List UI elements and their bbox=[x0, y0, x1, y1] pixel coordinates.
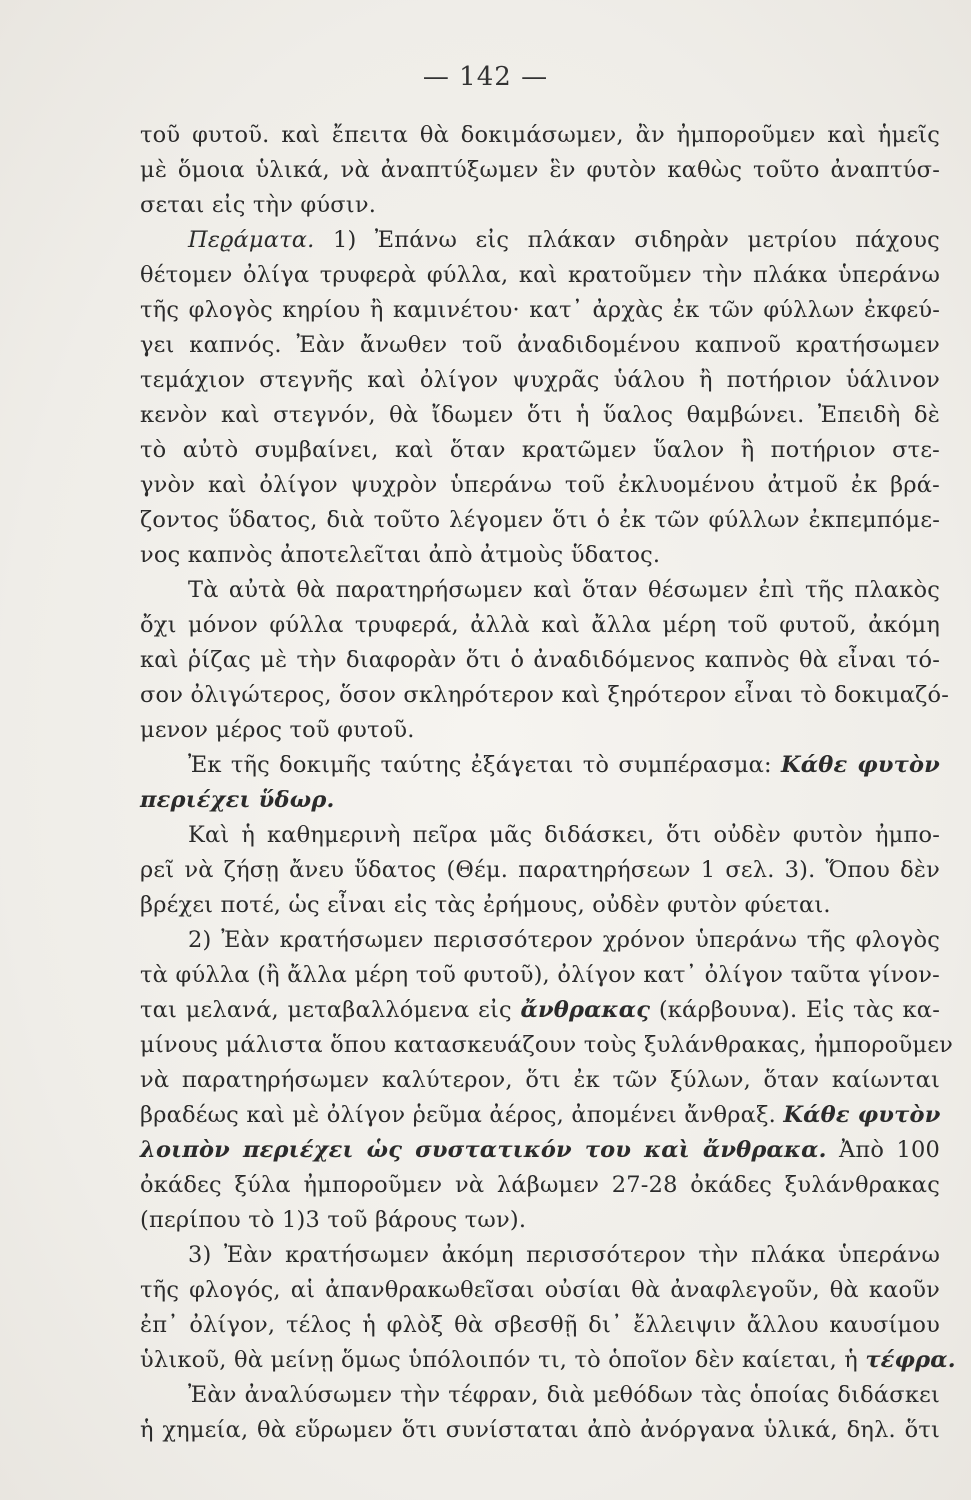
line-text: μενον μέρος τοῦ φυτοῦ. bbox=[140, 717, 415, 743]
line-text: Καὶ ἡ καθημερινὴ πεῖρα μᾶς διδάσκει, ὅτι οὐδὲν φυτὸν ἠμπο- bbox=[188, 822, 940, 848]
text-line bbox=[140, 503, 940, 538]
text-line bbox=[140, 748, 940, 783]
text-line bbox=[140, 398, 940, 433]
text-line bbox=[140, 888, 940, 923]
text-line bbox=[140, 468, 940, 503]
line-text: τεμάχιον στεγνῆς καὶ ὀλίγον ψυχρᾶς ὑάλου ἢ ποτήριον ὑάλινον bbox=[140, 367, 940, 393]
line-text: (περίπου τὸ 1)3 τοῦ βάρους των). bbox=[140, 1207, 527, 1233]
text-line bbox=[140, 958, 940, 993]
text-line bbox=[140, 1168, 940, 1203]
text-line bbox=[140, 1378, 940, 1413]
text-line bbox=[140, 1063, 940, 1098]
text-line bbox=[140, 188, 940, 223]
line-text: ζοντος ὕδατος, διὰ τοῦτο λέγομεν ὅτι ὁ ἐκ τῶν φύλλων ἐκπεμπόμε- bbox=[140, 507, 940, 533]
text-line bbox=[140, 818, 940, 853]
emphasis-text: τέφρα. bbox=[865, 1347, 956, 1373]
line-text: τὸ αὐτὸ συμβαίνει, καὶ ὅταν κρατῶμεν ὕαλον ἢ ποτήριον στε- bbox=[140, 437, 940, 463]
text-line bbox=[140, 923, 940, 958]
line-text: ται μελανά, μεταβαλλόμενα εἰς bbox=[140, 997, 512, 1023]
line-text: ἡ χημεία, θὰ εὕρωμεν ὅτι συνίσταται ἀπὸ ἀνόργανα ὑλικά, δηλ. ὅτι bbox=[140, 1417, 940, 1443]
line-text: μίνους μάλιστα ὅπου κατασκευάζουν τοὺς ξυλάνθρακας, ἠμποροῦμεν bbox=[140, 1032, 953, 1058]
text-line bbox=[140, 293, 940, 328]
line-text: καὶ ῥίζας μὲ τὴν διαφορὰν ὅτι ὁ ἀναδιδόμενος καπνὸς θὰ εἶναι τό- bbox=[140, 647, 940, 673]
line-text: μὲ ὅμοια ὑλικά, νὰ ἀναπτύξωμεν ἓν φυτὸν καθὼς τοῦτο ἀναπτύσ- bbox=[140, 157, 940, 183]
emphasis-text: Κάθε φυτὸν bbox=[783, 1102, 941, 1128]
line-text: 1) Ἐπάνω εἰς πλάκαν σιδηρὰν μετρίου πάχους bbox=[332, 227, 940, 253]
line-text: ὀκάδες ξύλα ἠμποροῦμεν νὰ λάβωμεν 27-28 ὀκάδες ξυλάνθρακας bbox=[140, 1172, 940, 1198]
line-text: ὄχι μόνον φύλλα τρυφερά, ἀλλὰ καὶ ἄλλα μέρη τοῦ φυτοῦ, ἀκόμη bbox=[140, 612, 940, 638]
text-line bbox=[140, 538, 940, 573]
text-line bbox=[140, 1098, 940, 1133]
page-number: — 142 — bbox=[422, 62, 549, 92]
line-text: Τὰ αὐτὰ θὰ παρατηρήσωμεν καὶ ὅταν θέσωμεν ἐπὶ τῆς πλακὸς bbox=[188, 577, 940, 603]
text-line bbox=[140, 1133, 940, 1168]
text-line bbox=[140, 853, 940, 888]
line-text: βραδέως καὶ μὲ ὀλίγον ῥεῦμα ἀέρος, ἀπομένει ἄνθραξ. bbox=[140, 1102, 777, 1128]
text-line bbox=[140, 118, 940, 153]
line-text-after: (κάρβουνα). Εἰς τὰς κα- bbox=[658, 997, 940, 1023]
line-text-after: Ἀπὸ 100 bbox=[838, 1137, 940, 1163]
line-text: ρεῖ νὰ ζήσῃ ἄνευ ὕδατος (Θέμ. παρατηρήσεων 1 σελ. 3). Ὅπου δὲν bbox=[140, 857, 940, 883]
line-text: 3) Ἐὰν κρατήσωμεν ἀκόμη περισσότερον τὴν πλάκα ὑπεράνω bbox=[188, 1242, 940, 1268]
line-text: βρέχει ποτέ, ὡς εἶναι εἰς τὰς ἐρήμους, οὐδὲν φυτὸν φύεται. bbox=[140, 892, 831, 918]
text-line bbox=[140, 1203, 940, 1238]
line-text: κενὸν καὶ στεγνόν, θὰ ἴδωμεν ὅτι ἡ ὕαλος θαμβώνει. Ἐπειδὴ δὲ bbox=[140, 402, 940, 428]
line-text: 2) Ἐὰν κρατήσωμεν περισσότερον χρόνον ὑπεράνω τῆς φλογὸς bbox=[188, 927, 940, 953]
line-text: τὰ φύλλα (ἢ ἄλλα μέρη τοῦ φυτοῦ), ὀλίγον κατ᾽ ὀλίγον ταῦτα γίνον- bbox=[140, 962, 940, 988]
text-line bbox=[140, 1343, 956, 1378]
line-text: σον ὀλιγώτερος, ὅσον σκληρότερον καὶ ξηρότερον εἶναι τὸ δοκιμαζό- bbox=[140, 682, 950, 708]
line-text: τοῦ φυτοῦ. καὶ ἔπειτα θὰ δοκιμάσωμεν, ἂν ἠμποροῦμεν καὶ ἡμεῖς bbox=[140, 122, 940, 148]
text-line bbox=[140, 678, 950, 713]
line-text: νὰ παρατηρήσωμεν καλύτερον, ὅτι ἐκ τῶν ξύλων, ὅταν καίωνται bbox=[140, 1067, 940, 1093]
line-text: Ἐκ τῆς δοκιμῆς ταύτης ἐξάγεται τὸ συμπέρασμα: bbox=[188, 752, 772, 778]
body-text bbox=[140, 118, 956, 1448]
text-line bbox=[140, 1028, 953, 1063]
emphasis-text: Κάθε φυτὸν bbox=[781, 752, 940, 778]
text-line bbox=[140, 363, 940, 398]
text-line bbox=[140, 1413, 940, 1448]
text-line bbox=[140, 573, 940, 608]
text-line bbox=[140, 153, 940, 188]
line-text: ἐπ᾽ ὀλίγον, τέλος ἡ φλὸξ θὰ σβεσθῇ δι᾽ ἔλλειψιν ἄλλου καυσίμου bbox=[140, 1312, 940, 1338]
line-text: γει καπνός. Ἐὰν ἄνωθεν τοῦ ἀναδιδομένου καπνοῦ κρατήσωμεν bbox=[140, 332, 940, 358]
text-line bbox=[140, 713, 940, 748]
text-line bbox=[140, 223, 940, 258]
emphasis-text: λοιπὸν περιέχει ὡς συστατικόν του καὶ ἄνθρακα. bbox=[140, 1137, 827, 1163]
line-text: ὑλικοῦ, θὰ μείνῃ ὅμως ὑπόλοιπόν τι, τὸ ὁποῖον δὲν καίεται, ἡ bbox=[140, 1347, 858, 1373]
text-line bbox=[140, 993, 940, 1028]
text-line bbox=[140, 328, 940, 363]
text-line bbox=[140, 1238, 940, 1273]
line-text: σεται εἰς τὴν φύσιν. bbox=[140, 192, 377, 218]
text-line bbox=[140, 608, 940, 643]
line-text: γνὸν καὶ ὀλίγον ψυχρὸν ὑπεράνω τοῦ ἐκλυομένου ἀτμοῦ ἐκ βρά- bbox=[140, 472, 940, 498]
line-text: τῆς φλογός, αἱ ἀπανθρακωθεῖσαι οὐσίαι θὰ ἀναφλεγοῦν, θὰ καοῦν bbox=[140, 1277, 940, 1303]
line-text: θέτομεν ὀλίγα τρυφερὰ φύλλα, καὶ κρατοῦμεν τὴν πλάκα ὑπεράνω bbox=[140, 262, 940, 288]
text-line bbox=[140, 1308, 940, 1343]
emphasis-text: Πεϱάματα. bbox=[188, 227, 315, 253]
line-text: Ἐὰν ἀναλύσωμεν τὴν τέφραν, διὰ μεθόδων τὰς ὁποίας διδάσκει bbox=[188, 1382, 940, 1408]
emphasis-text: περιέχει ὕδωρ. bbox=[140, 787, 335, 813]
emphasis-text: ἄνθρακας bbox=[520, 997, 651, 1023]
line-text: νος καπνὸς ἀποτελεῖται ἀπὸ ἀτμοὺς ὕδατος. bbox=[140, 542, 661, 568]
text-line bbox=[140, 643, 940, 678]
text-line bbox=[140, 258, 940, 293]
text-line bbox=[140, 1273, 940, 1308]
line-text: τῆς φλογὸς κηρίου ἢ καμινέτου· κατ᾽ ἀρχὰς ἐκ τῶν φύλλων ἐκφεύ- bbox=[140, 297, 940, 323]
text-line bbox=[140, 783, 940, 818]
text-line bbox=[140, 433, 940, 468]
